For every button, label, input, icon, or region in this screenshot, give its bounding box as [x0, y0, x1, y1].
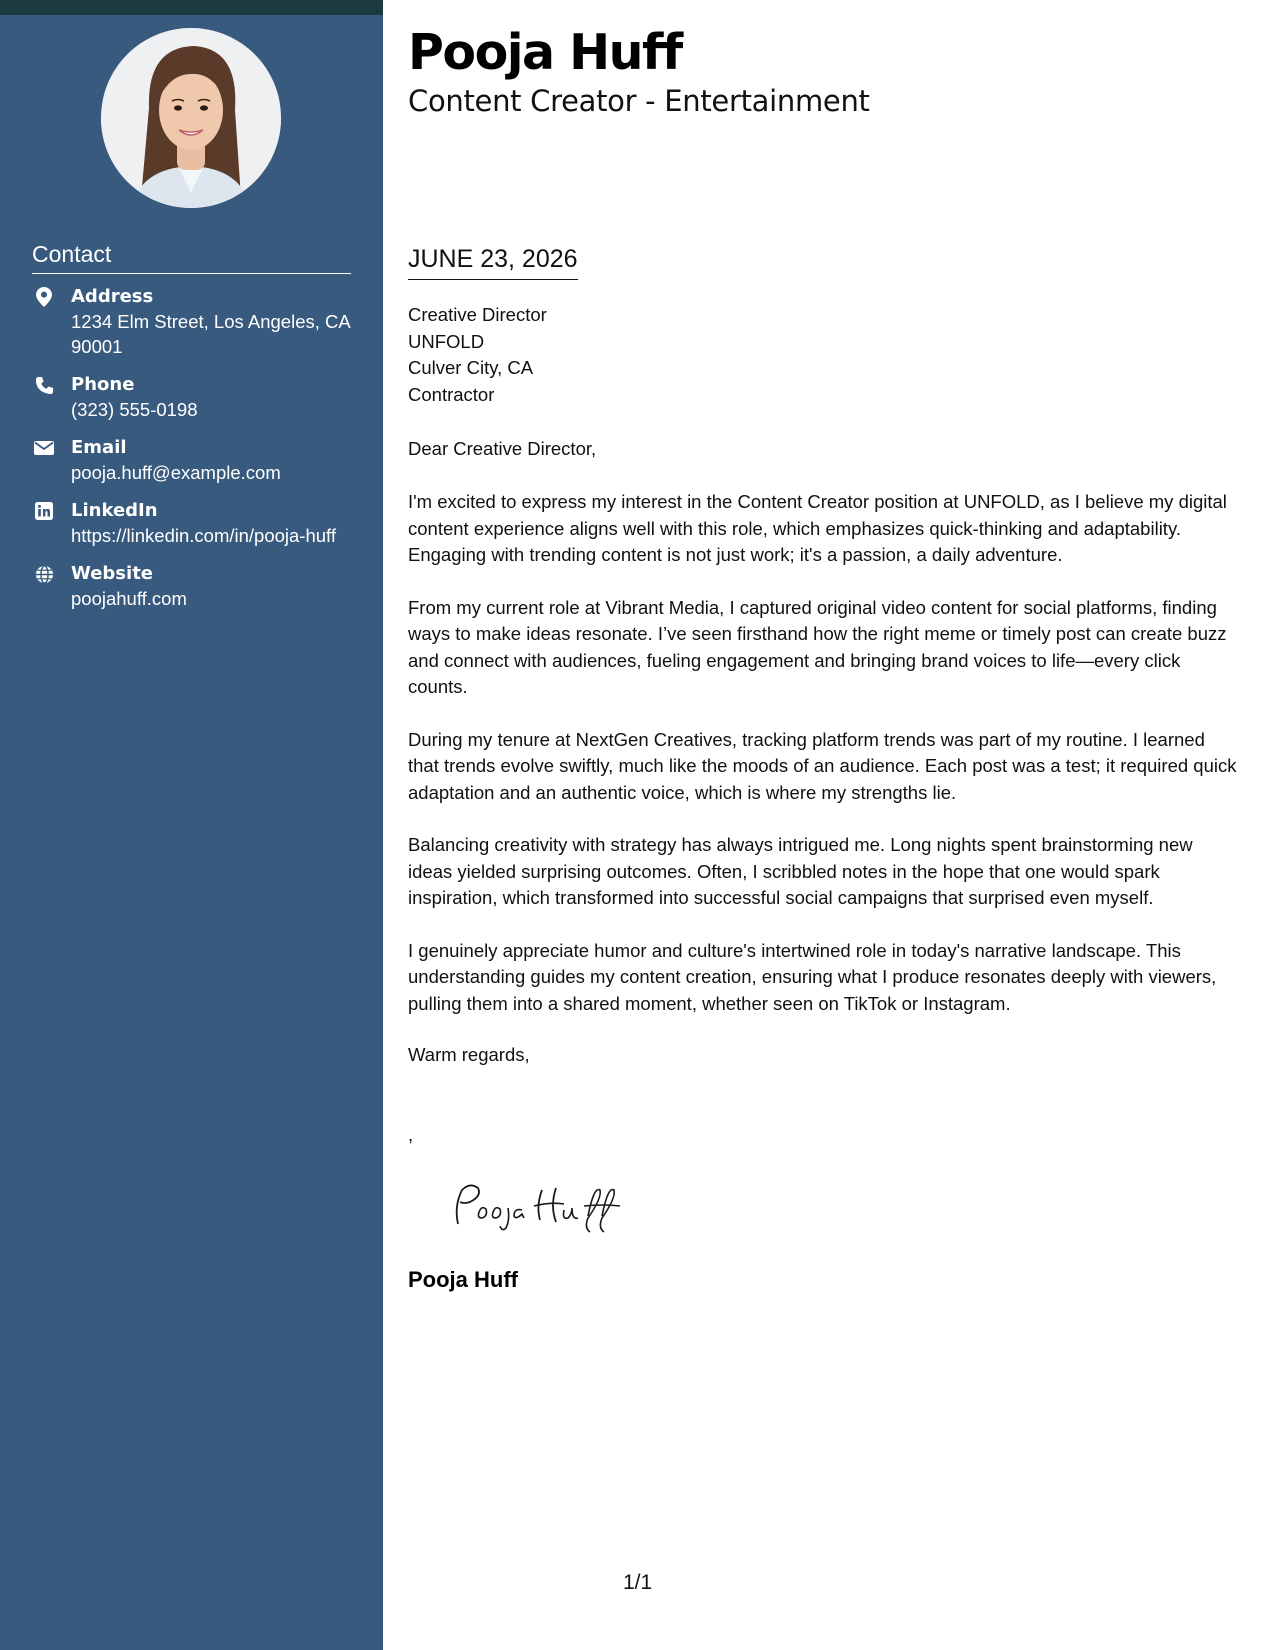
contact-address	[32, 285, 352, 359]
body-paragraph: During my tenure at NextGen Creatives, tracking platform trends was part of my routine. I learned that trends evolve swiftly, much like the moods of an audience. Each post was a test; it required quick adaptation and an authentic voice, which is where my strengths lie.	[408, 728, 1237, 803]
address-label: Address	[71, 286, 154, 307]
phone-icon	[34, 375, 54, 395]
recipient-line: Contractor	[408, 383, 495, 405]
applicant-name: Pooja Huff	[408, 24, 682, 81]
linkedin-label: LinkedIn	[71, 500, 158, 521]
comma-line: ,	[408, 1124, 414, 1145]
job-title: Content Creator - Entertainment	[408, 84, 870, 118]
envelope-icon	[34, 438, 54, 458]
contact-heading: Contact	[32, 240, 351, 274]
recipient-line: UNFOLD	[408, 330, 485, 352]
signed-name: Pooja Huff	[408, 1267, 518, 1292]
email-value[interactable]: pooja.huff@example.com	[71, 462, 281, 483]
website-value[interactable]: poojahuff.com	[71, 588, 187, 609]
linkedin-value[interactable]: https://linkedin.com/in/pooja-huff	[71, 525, 336, 546]
salutation: Dear Creative Director,	[408, 438, 597, 459]
sidebar	[0, 0, 383, 1650]
contact-website	[32, 562, 352, 611]
body-paragraph: Balancing creativity with strategy has always intrigued me. Long nights spent brainstorming new ideas yielded surprising outcomes. Often, I scribbled notes in the hope that one would spark inspiration, which transformed into successful social campaigns that surprised even myself.	[408, 834, 1193, 908]
contact-email	[32, 436, 352, 485]
globe-icon	[34, 564, 54, 584]
email-label: Email	[71, 437, 127, 458]
page-number: 1/1	[623, 1571, 653, 1594]
phone-label: Phone	[71, 374, 135, 395]
map-pin-icon	[34, 287, 54, 307]
recipient-line: Creative Director	[408, 304, 547, 325]
linkedin-icon	[34, 501, 54, 521]
avatar	[101, 28, 281, 208]
letter-date: JUNE 23, 2026	[408, 244, 578, 280]
body-paragraph: I'm excited to express my interest in the Content Creator position at UNFOLD, as I believe my digital content experience aligns well with this role, which emphasizes quick-thinking and adaptability. Engaging with trending content is not just work; it's a passion, a daily adventure.	[408, 491, 1227, 565]
body-paragraph: I genuinely appreciate humor and culture's intertwined role in today's narrative landscape. This understanding guides my content creation, ensuring what I produce resonates deeply with viewers, pulling them into a shared moment, whether seen on TikTok or Instagram.	[408, 939, 1217, 1014]
letter-body	[408, 489, 1240, 1043]
recipient-line: Culver City, CA	[408, 357, 534, 378]
letter-main	[408, 0, 1243, 1650]
contact-linkedin	[32, 499, 352, 548]
address-value: 1234 Elm Street, Los Angeles, CA 90001	[71, 311, 350, 357]
website-label: Website	[71, 563, 154, 584]
body-paragraph: From my current role at Vibrant Media, I captured original video content for social platforms, finding ways to make ideas resonate. I’ve seen firsthand how the right meme or timely post can create buzz and connect with audiences, fueling engagement and bringing brand voices to life—every click counts.	[408, 596, 1227, 697]
signature-image	[444, 1176, 644, 1241]
contact-phone	[32, 373, 352, 422]
closing: Warm regards,	[408, 1044, 530, 1065]
recipient-block	[408, 302, 547, 408]
phone-value: (323) 555-0198	[71, 399, 198, 420]
sidebar-top-bar	[0, 0, 383, 15]
contact-list	[32, 285, 352, 625]
